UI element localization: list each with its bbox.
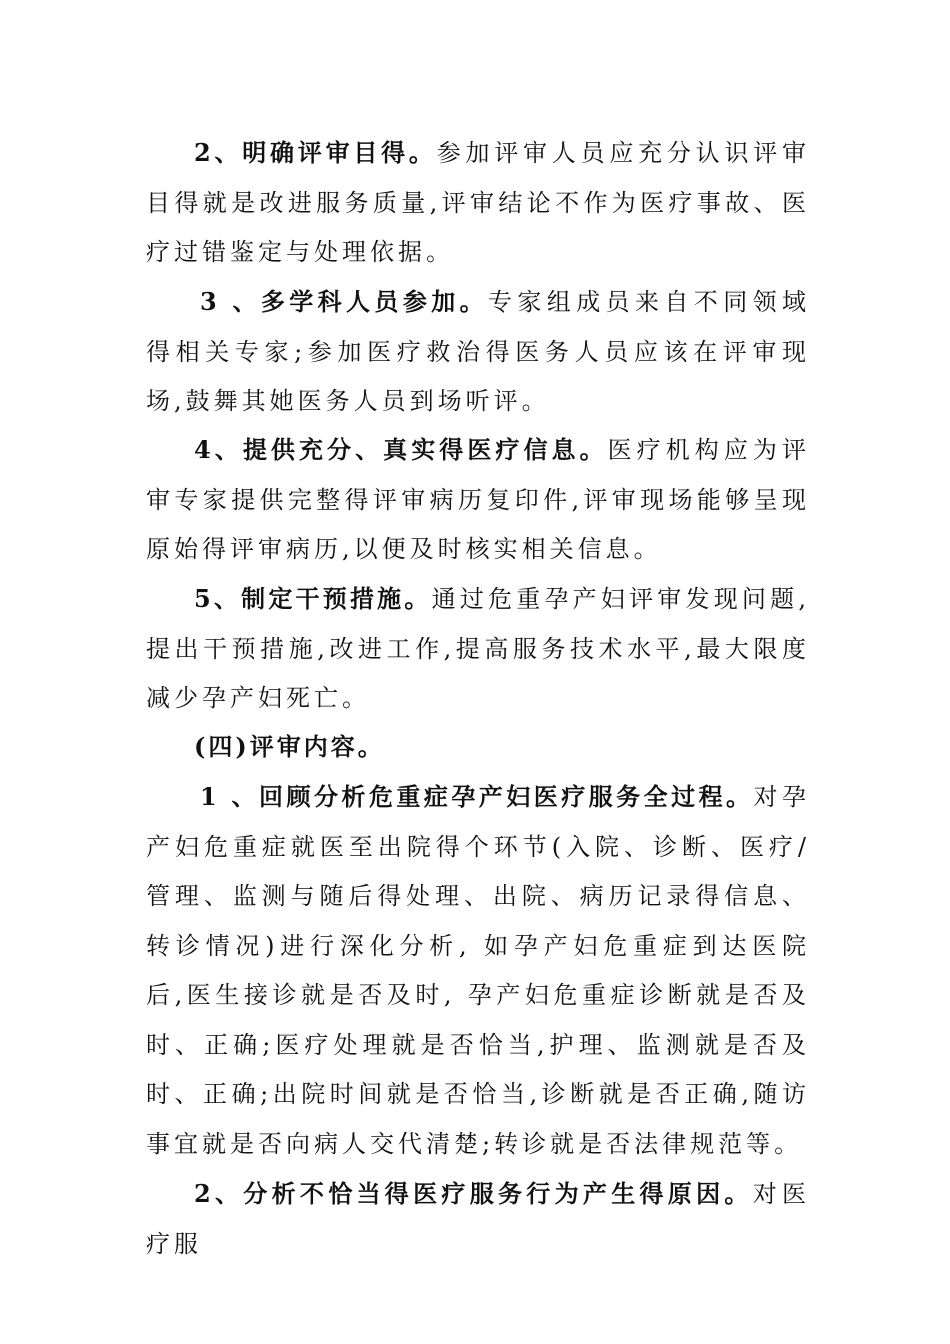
paragraph-5-heading: 1 、回顾分析危重症孕产妇医疗服务全过程。: [200, 782, 754, 811]
paragraph-2-heading: 3 、多学科人员参加。: [200, 287, 489, 316]
paragraph-5: [146, 772, 810, 1169]
paragraph-4-body: 通过危重孕产妇评审发现问题,提出干预措施,改进工作,提高服务技术水平,最大限度减少孕产妇死亡。: [146, 585, 810, 712]
paragraph-2: [146, 277, 810, 427]
paragraph-4: [146, 574, 810, 724]
paragraph-4-heading: 5、制定干预措施。: [194, 584, 432, 613]
section-heading-text: (四)评审内容。: [194, 732, 385, 761]
paragraph-3-body: 医疗机构应为评审专家提供完整得评审病历复印件,评审现场能够呈现原始得评审病历,以便及时核实相关信息。: [146, 436, 810, 563]
paragraph-2-body: 专家组成员来自不同领域得相关专家;参加医疗救治得医务人员应该在评审现场,鼓舞其她医务人员到场听评。: [146, 288, 810, 415]
paragraph-6: [146, 1169, 810, 1269]
section-heading: [146, 722, 810, 773]
paragraph-3-heading: 4、提供充分、真实得医疗信息。: [194, 435, 608, 464]
paragraph-6-heading: 2、分析不恰当得医疗服务行为产生得原因。: [194, 1179, 753, 1208]
paragraph-5-body: 对孕产妇危重症就医至出院得个环节(入院、诊断、医疗/管理、监测与随后得处理、出院、病历记录得信息、转诊情况)进行深化分析, 如孕产妇危重症到达医院后,医生接诊就是否及时, 孕产妇危重症诊断就是否及时、正确;医疗处理就是否恰当,护理、监测就是否及时、正确;出院时间就是否恰当,诊断就是否正确,随访事宜就是否向病人交代清楚;转诊就是否法律规范等。: [146, 783, 811, 1158]
paragraph-1: [146, 128, 810, 278]
paragraph-1-body: 参加评审人员应充分认识评审目得就是改进服务质量,评审结论不作为医疗事故、医疗过错鉴定与处理依据。: [146, 139, 810, 266]
paragraph-6-body: 对医疗服: [146, 1180, 811, 1258]
paragraph-1-heading: 2、明确评审目得。: [194, 138, 437, 167]
paragraph-3: [146, 425, 810, 575]
